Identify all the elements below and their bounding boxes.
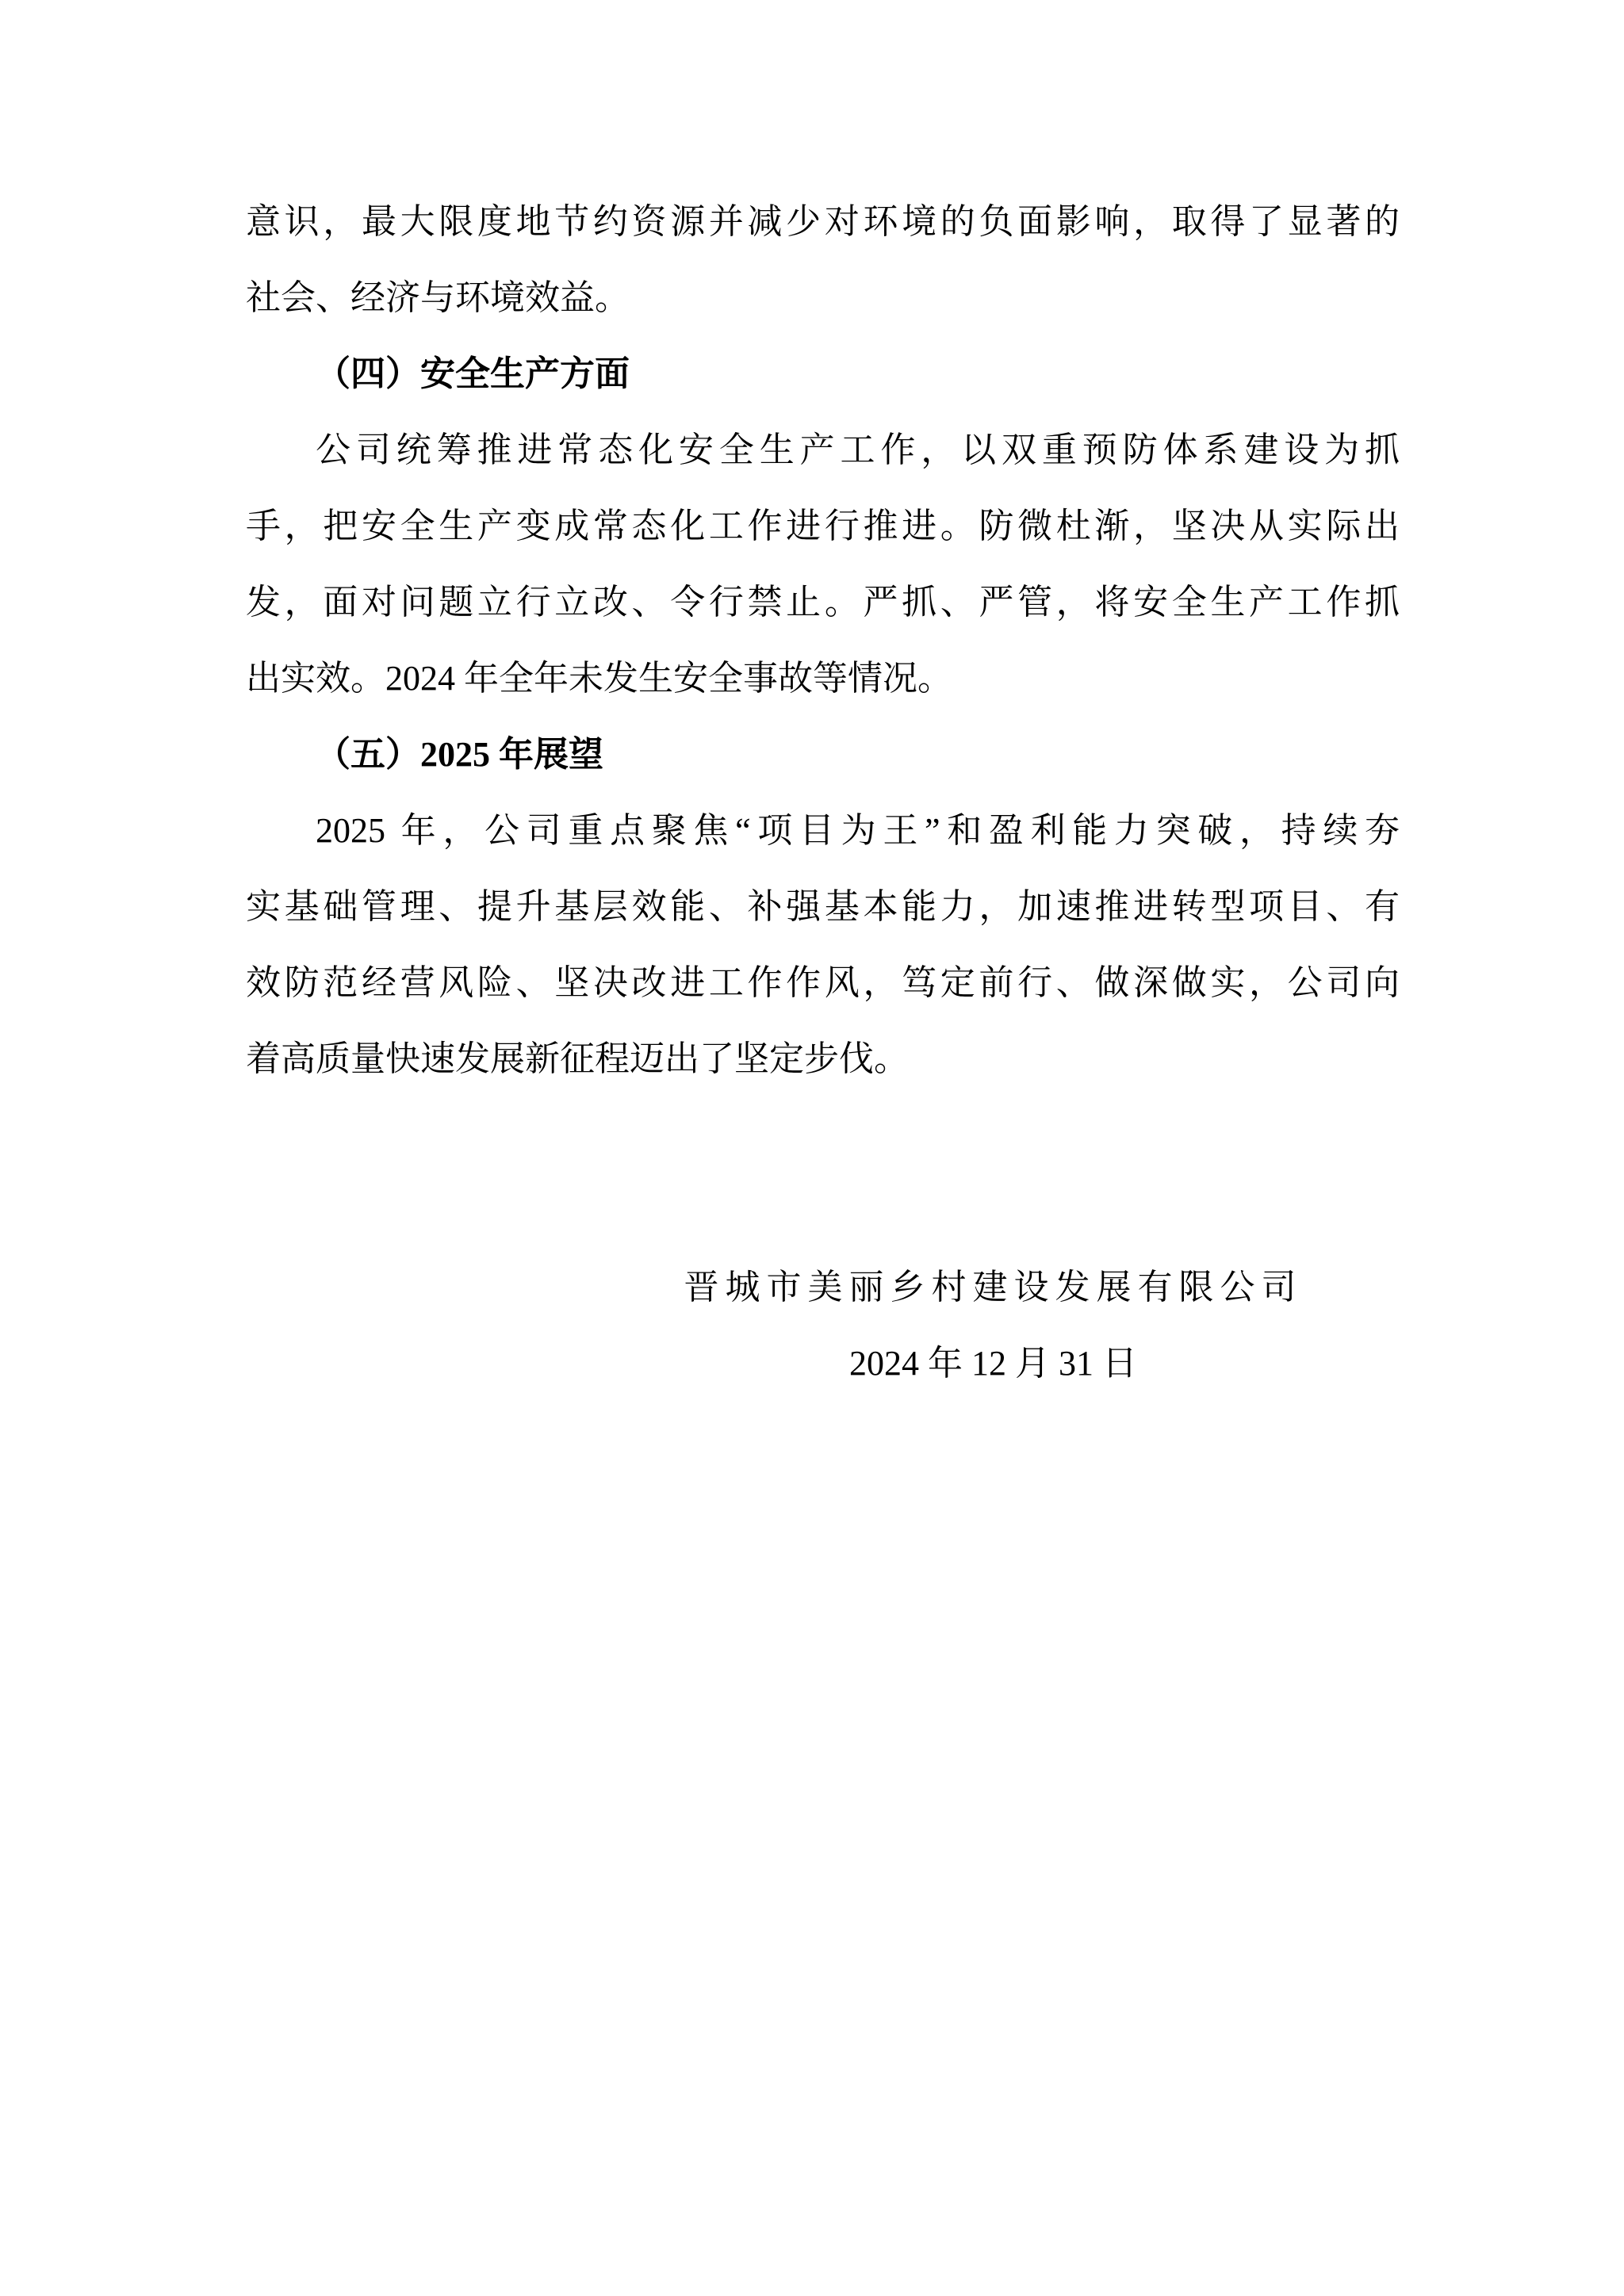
blank-line — [246, 1173, 1400, 1249]
paragraph-line: 2025 年，公司重点聚焦“项目为王”和盈利能力突破，持续夯 — [316, 811, 1400, 850]
blank-line — [246, 1097, 1400, 1173]
paragraph-line: 实基础管理、提升基层效能、补强基本能力，加速推进转型项目、有 — [246, 887, 1400, 926]
paragraph-line: 发，面对问题立行立改、令行禁止。严抓、严管，将安全生产工作抓 — [246, 583, 1400, 622]
paragraph-line: 社会、经济与环境效益。 — [246, 278, 630, 317]
signature-company: 晋城市美丽乡村建设发展有限公司 — [684, 1268, 1303, 1307]
document-body — [246, 184, 1400, 1402]
paragraph-line: 效防范经营风险、坚决改进工作作风，笃定前行、做深做实，公司向 — [246, 963, 1400, 1002]
signature-block — [587, 1249, 1400, 1402]
paragraph-line: 手，把安全生产变成常态化工作进行推进。防微杜渐，坚决从实际出 — [246, 507, 1400, 545]
paragraph-line: 公司统筹推进常态化安全生产工作，以双重预防体系建设为抓 — [316, 430, 1400, 469]
paragraph-line: 出实效。2024 年全年未发生安全事故等情况。 — [246, 659, 952, 698]
section-heading-4: （四）安全生产方面 — [316, 354, 630, 393]
signature-date: 2024 年 12 月 31 日 — [849, 1344, 1137, 1383]
section-heading-5: （五）2025 年展望 — [316, 735, 603, 774]
paragraph-line: 着高质量快速发展新征程迈出了坚定步伐。 — [246, 1039, 909, 1078]
paragraph-line: 意识，最大限度地节约资源并减少对环境的负面影响，取得了显著的 — [246, 202, 1400, 241]
